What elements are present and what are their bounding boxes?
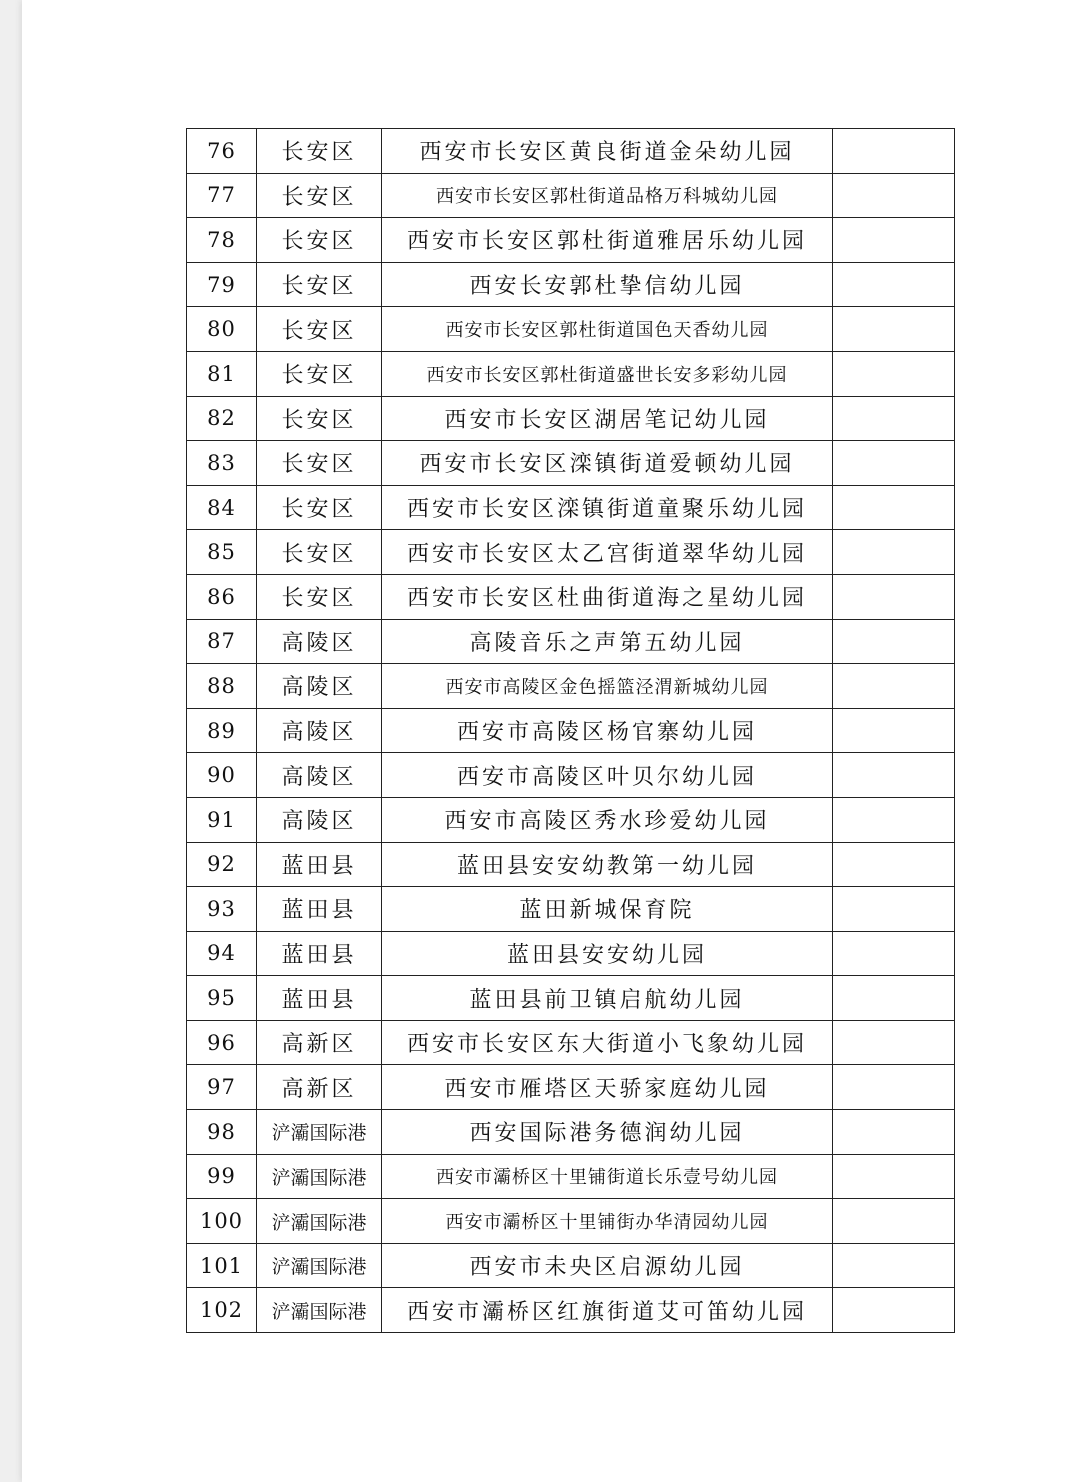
table-row bbox=[187, 753, 955, 798]
document-page bbox=[22, 0, 1080, 1482]
row-number: 80 bbox=[187, 307, 257, 352]
row-district: 长安区 bbox=[257, 351, 382, 396]
row-kindergarten-name: 西安市长安区杜曲街道海之星幼儿园 bbox=[382, 574, 833, 619]
row-kindergarten-name: 西安市长安区东大街道小飞象幼儿园 bbox=[382, 1020, 833, 1065]
row-note bbox=[833, 218, 955, 263]
table-row bbox=[187, 1020, 955, 1065]
row-kindergarten-name: 西安市长安区郭杜街道雅居乐幼儿园 bbox=[382, 218, 833, 263]
row-district: 浐灞国际港 bbox=[257, 1243, 382, 1288]
table-row bbox=[187, 1243, 955, 1288]
table-row bbox=[187, 976, 955, 1021]
row-number: 86 bbox=[187, 574, 257, 619]
table-row bbox=[187, 664, 955, 709]
table-row bbox=[187, 307, 955, 352]
row-number: 79 bbox=[187, 262, 257, 307]
row-district: 长安区 bbox=[257, 396, 382, 441]
row-kindergarten-name: 西安市长安区滦镇街道童聚乐幼儿园 bbox=[382, 485, 833, 530]
row-number: 97 bbox=[187, 1065, 257, 1110]
row-note bbox=[833, 1288, 955, 1333]
row-kindergarten-name: 蓝田县前卫镇启航幼儿园 bbox=[382, 976, 833, 1021]
row-note bbox=[833, 1065, 955, 1110]
row-note bbox=[833, 708, 955, 753]
row-district: 高新区 bbox=[257, 1065, 382, 1110]
table-row bbox=[187, 351, 955, 396]
row-note bbox=[833, 1110, 955, 1155]
row-kindergarten-name: 西安市未央区启源幼儿园 bbox=[382, 1243, 833, 1288]
row-district: 浐灞国际港 bbox=[257, 1154, 382, 1199]
row-number: 81 bbox=[187, 351, 257, 396]
row-note bbox=[833, 441, 955, 486]
row-district: 浐灞国际港 bbox=[257, 1199, 382, 1244]
row-note bbox=[833, 307, 955, 352]
row-kindergarten-name: 西安市长安区滦镇街道爱顿幼儿园 bbox=[382, 441, 833, 486]
row-note bbox=[833, 1020, 955, 1065]
row-number: 88 bbox=[187, 664, 257, 709]
table-row bbox=[187, 1199, 955, 1244]
row-number: 98 bbox=[187, 1110, 257, 1155]
row-kindergarten-name: 高陵音乐之声第五幼儿园 bbox=[382, 619, 833, 664]
row-number: 85 bbox=[187, 530, 257, 575]
row-kindergarten-name: 西安市雁塔区天骄家庭幼儿园 bbox=[382, 1065, 833, 1110]
row-number: 99 bbox=[187, 1154, 257, 1199]
row-district: 蓝田县 bbox=[257, 887, 382, 932]
row-note bbox=[833, 842, 955, 887]
row-kindergarten-name: 西安市长安区太乙宫街道翠华幼儿园 bbox=[382, 530, 833, 575]
row-district: 长安区 bbox=[257, 218, 382, 263]
row-kindergarten-name: 西安市长安区郭杜街道国色天香幼儿园 bbox=[382, 307, 833, 352]
table-row bbox=[187, 797, 955, 842]
row-number: 76 bbox=[187, 129, 257, 174]
table-row bbox=[187, 485, 955, 530]
row-kindergarten-name: 西安市长安区郭杜街道品格万科城幼儿园 bbox=[382, 173, 833, 218]
row-kindergarten-name: 蓝田县安安幼教第一幼儿园 bbox=[382, 842, 833, 887]
row-kindergarten-name: 西安市长安区湖居笔记幼儿园 bbox=[382, 396, 833, 441]
row-number: 89 bbox=[187, 708, 257, 753]
row-number: 82 bbox=[187, 396, 257, 441]
row-note bbox=[833, 574, 955, 619]
row-note bbox=[833, 396, 955, 441]
row-note bbox=[833, 1199, 955, 1244]
table-row bbox=[187, 708, 955, 753]
row-number: 95 bbox=[187, 976, 257, 1021]
row-kindergarten-name: 西安市高陵区杨官寨幼儿园 bbox=[382, 708, 833, 753]
row-number: 84 bbox=[187, 485, 257, 530]
row-district: 蓝田县 bbox=[257, 842, 382, 887]
row-note bbox=[833, 619, 955, 664]
row-district: 长安区 bbox=[257, 530, 382, 575]
row-kindergarten-name: 西安长安郭杜挚信幼儿园 bbox=[382, 262, 833, 307]
row-district: 浐灞国际港 bbox=[257, 1288, 382, 1333]
row-note bbox=[833, 976, 955, 1021]
row-district: 长安区 bbox=[257, 574, 382, 619]
row-number: 90 bbox=[187, 753, 257, 798]
table-row bbox=[187, 1288, 955, 1333]
row-number: 87 bbox=[187, 619, 257, 664]
row-number: 83 bbox=[187, 441, 257, 486]
row-note bbox=[833, 931, 955, 976]
row-district: 高新区 bbox=[257, 1020, 382, 1065]
table-row bbox=[187, 1110, 955, 1155]
row-district: 长安区 bbox=[257, 262, 382, 307]
row-district: 高陵区 bbox=[257, 708, 382, 753]
row-district: 浐灞国际港 bbox=[257, 1110, 382, 1155]
row-district: 高陵区 bbox=[257, 619, 382, 664]
table-row bbox=[187, 173, 955, 218]
table-row bbox=[187, 1065, 955, 1110]
table-row bbox=[187, 931, 955, 976]
row-note bbox=[833, 1243, 955, 1288]
row-number: 93 bbox=[187, 887, 257, 932]
row-number: 100 bbox=[187, 1199, 257, 1244]
table-row bbox=[187, 842, 955, 887]
row-district: 长安区 bbox=[257, 173, 382, 218]
row-note bbox=[833, 530, 955, 575]
table-row bbox=[187, 1154, 955, 1199]
table-row bbox=[187, 396, 955, 441]
row-district: 高陵区 bbox=[257, 664, 382, 709]
row-note bbox=[833, 351, 955, 396]
table-row bbox=[187, 441, 955, 486]
row-number: 102 bbox=[187, 1288, 257, 1333]
row-kindergarten-name: 西安市高陵区金色摇篮泾渭新城幼儿园 bbox=[382, 664, 833, 709]
table-row bbox=[187, 619, 955, 664]
table-row bbox=[187, 218, 955, 263]
row-number: 91 bbox=[187, 797, 257, 842]
row-kindergarten-name: 西安市长安区黄良街道金朵幼儿园 bbox=[382, 129, 833, 174]
row-number: 77 bbox=[187, 173, 257, 218]
row-kindergarten-name: 西安市灞桥区十里铺街办华清园幼儿园 bbox=[382, 1199, 833, 1244]
table-body bbox=[187, 129, 955, 1333]
row-number: 94 bbox=[187, 931, 257, 976]
row-note bbox=[833, 262, 955, 307]
row-kindergarten-name: 西安市灞桥区十里铺街道长乐壹号幼儿园 bbox=[382, 1154, 833, 1199]
row-kindergarten-name: 西安市长安区郭杜街道盛世长安多彩幼儿园 bbox=[382, 351, 833, 396]
row-note bbox=[833, 887, 955, 932]
row-kindergarten-name: 西安市高陵区秀水珍爱幼儿园 bbox=[382, 797, 833, 842]
row-district: 蓝田县 bbox=[257, 976, 382, 1021]
row-district: 高陵区 bbox=[257, 753, 382, 798]
table-row bbox=[187, 262, 955, 307]
row-kindergarten-name: 蓝田县安安幼儿园 bbox=[382, 931, 833, 976]
row-district: 长安区 bbox=[257, 441, 382, 486]
row-district: 长安区 bbox=[257, 129, 382, 174]
table-row bbox=[187, 530, 955, 575]
row-note bbox=[833, 753, 955, 798]
row-note bbox=[833, 129, 955, 174]
row-district: 长安区 bbox=[257, 307, 382, 352]
table-row bbox=[187, 129, 955, 174]
row-district: 高陵区 bbox=[257, 797, 382, 842]
row-note bbox=[833, 485, 955, 530]
row-number: 96 bbox=[187, 1020, 257, 1065]
row-note bbox=[833, 173, 955, 218]
row-kindergarten-name: 西安国际港务德润幼儿园 bbox=[382, 1110, 833, 1155]
row-kindergarten-name: 蓝田新城保育院 bbox=[382, 887, 833, 932]
row-note bbox=[833, 664, 955, 709]
row-note bbox=[833, 797, 955, 842]
row-number: 92 bbox=[187, 842, 257, 887]
row-kindergarten-name: 西安市灞桥区红旗街道艾可笛幼儿园 bbox=[382, 1288, 833, 1333]
row-kindergarten-name: 西安市高陵区叶贝尔幼儿园 bbox=[382, 753, 833, 798]
row-number: 101 bbox=[187, 1243, 257, 1288]
row-district: 长安区 bbox=[257, 485, 382, 530]
row-number: 78 bbox=[187, 218, 257, 263]
kindergarten-list-table bbox=[186, 128, 955, 1333]
row-note bbox=[833, 1154, 955, 1199]
row-district: 蓝田县 bbox=[257, 931, 382, 976]
table-row bbox=[187, 574, 955, 619]
table-row bbox=[187, 887, 955, 932]
